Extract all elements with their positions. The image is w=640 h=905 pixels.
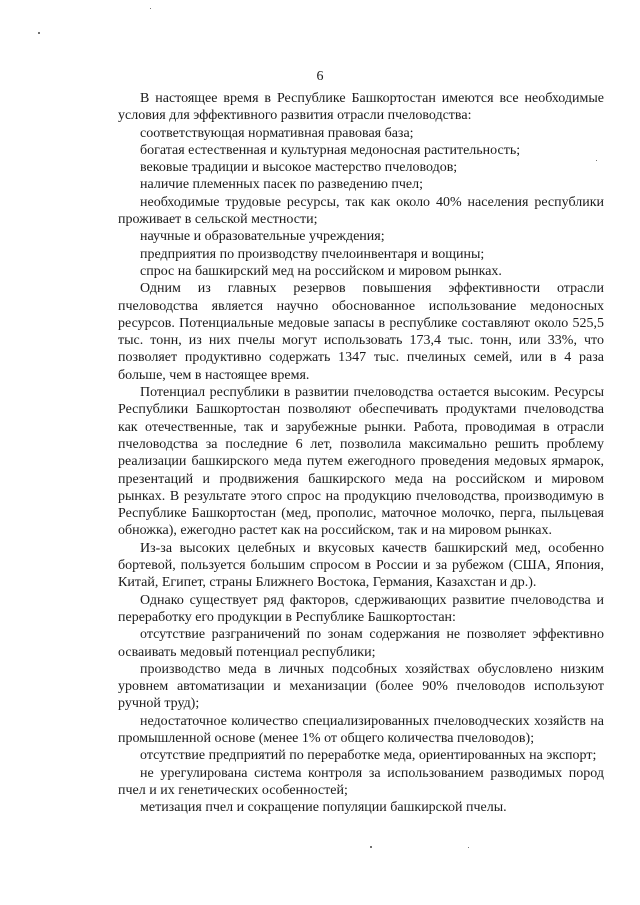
paragraph-resources: Одним из главных резервов повышения эффективности отрасли пчеловодства является научно обоснованное использование медоносных ресурсов. Потенциальные медовые запасы в республике составляют около 525,5 тыс. тонн, из них пчелы могут использовать 173,4 тыс. тонн, или 33%, что позволяет продуктивно содержать 1347 тыс. пчелиных семей, или в 4 раза больше, чем в настоящее время. bbox=[118, 281, 604, 383]
list-item: не урегулирована система контроля за использованием разводимых пород пчел и их генетических особенностей; bbox=[118, 765, 604, 798]
list-item: научные и образовательные учреждения; bbox=[140, 229, 385, 245]
list-item: вековые традиции и высокое мастерство пчеловодов; bbox=[140, 160, 458, 176]
list-item: предприятия по производству пчелоинвентаря и вощины; bbox=[140, 246, 485, 262]
list-item: отсутствие предприятий по переработке меда, ориентированных на экспорт; bbox=[140, 748, 597, 764]
scan-speck bbox=[150, 8, 151, 9]
paragraph-intro: В настоящее время в Республике Башкортостан имеются все необходимые условия для эффективного развития отрасли пчеловодства: bbox=[118, 91, 604, 124]
list-item: отсутствие разграничений по зонам содержания не позволяет эффективно осваивать медовый потенциал республики; bbox=[118, 627, 604, 660]
paragraph-potential: Потенциал республики в развитии пчеловодства остается высоким. Ресурсы Республики Башкортостан позволяют обеспечивать продуктами пчеловодства как отечественные, так и зарубежные рынки. Работа, проводимая в отрасли пчеловодства за последние 6 лет, позволила максимально решить проблему реализации башкирского меда путем ежегодного проведения медовых ярмарок, презентаций и продвижения башкирского меда на российском и мировом рынках. В результате этого спрос на продукцию пчеловодства, производимую в Республике Башкортостан (мед, прополис, маточное молочко, перга, пыльцевая обножка), ежегодно растет как на российском, так и на мировом рынках. bbox=[118, 385, 604, 539]
document-body bbox=[118, 90, 604, 816]
list-item: метизация пчел и сокращение популяции башкирской пчелы. bbox=[140, 800, 507, 816]
list-item: спрос на башкирский мед на российском и мировом рынках. bbox=[140, 263, 502, 279]
scan-speck bbox=[370, 846, 372, 848]
paragraph-factors: Однако существует ряд факторов, сдерживающих развитие пчеловодства и переработку его продукции в Республике Башкортостан: bbox=[118, 592, 604, 625]
list-item: недостаточное количество специализированных пчеловодческих хозяйств на промышленной основе (менее 1% от общего количества пчеловодов); bbox=[118, 713, 604, 746]
scan-speck bbox=[468, 847, 469, 848]
scan-speck bbox=[596, 160, 597, 161]
page-number: 6 bbox=[316, 69, 324, 84]
list-item: соответствующая нормативная правовая база; bbox=[140, 125, 414, 141]
paragraph-demand: Из-за высоких целебных и вкусовых качеств башкирский мед, особенно бортевой, пользуется большим спросом в России и за рубежом (США, Япония, Китай, Египет, страны Ближнего Востока, Германия, Казахстан и др.). bbox=[118, 540, 604, 591]
list-item: богатая естественная и культурная медоносная растительность; bbox=[140, 142, 521, 158]
list-item: наличие племенных пасек по разведению пчел; bbox=[140, 177, 424, 193]
scan-speck bbox=[38, 32, 40, 34]
list-item: необходимые трудовые ресурсы, так как около 40% населения республики проживает в сельской местности; bbox=[118, 194, 604, 228]
list-item: производство меда в личных подсобных хозяйствах обусловлено низким уровнем автоматизации и механизации (более 90% пчеловодов используют ручной труд); bbox=[118, 661, 604, 712]
